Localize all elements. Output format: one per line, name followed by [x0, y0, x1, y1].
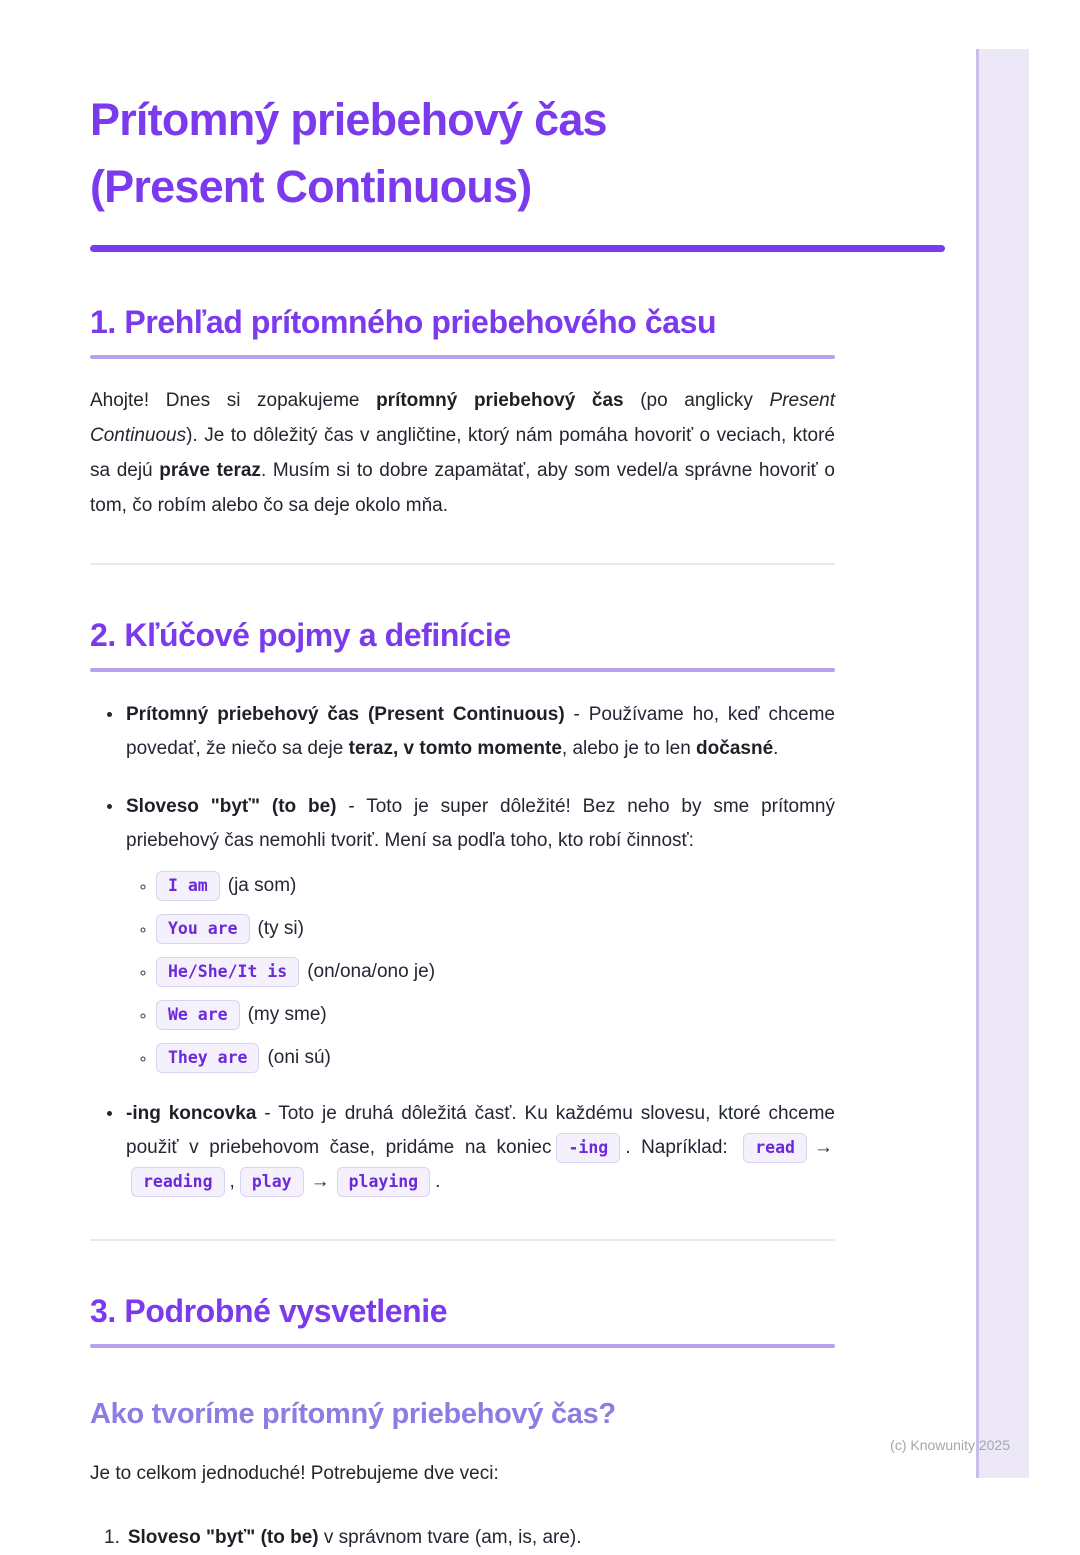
- bullet-present-continuous: • Prítomný priebehový čas (Present Continuous) - Používame ho, keď chceme povedať, že niečo sa deje teraz, v tomto momente, alebo je to len dočasné.: [124, 698, 835, 766]
- bullet-sloveso-byt: • Sloveso "byť" (to be) - Toto je super dôležité! Bez neho by sme prítomný priebehový čas nemohli tvoriť. Mení sa podľa toho, kto robí činnosť: ◦ I am (ja som) ◦ You are (ty si) ◦ He/She/It is (on/ona/ono je) ◦ We are (my sme) ◦ They are (oni sú): [124, 790, 835, 1073]
- page-title-line2: (Present Continuous): [90, 161, 532, 212]
- section-divider: [90, 563, 835, 565]
- list-item-he-she-it-is: [156, 957, 835, 987]
- code-badge-read: read: [743, 1133, 807, 1163]
- code-badge-you-are: You are: [156, 914, 250, 944]
- overview-paragraph: Ahojte! Dnes si zopakujeme prítomný priebehový čas (po anglicky Present Continuous). Je to dôležitý čas v angličtine, ktorý nám pomáha hovoriť o veciach, ktoré sa dejú práve teraz. Musím si to dobre zapamätať, aby som vedel/a správne hovoriť o tom, čo robím alebo čo sa deje okolo mňa.: [90, 390, 836, 516]
- document-content: [90, 86, 835, 1555]
- bullet-ing-suffix: • -ing koncovka - Toto je druhá dôležitá časť. Ku každému slovesu, ktoré chceme použiť v priebehovom čase, pridáme na koniec -ing . Napríklad: read →reading , play → playing .: [124, 1097, 835, 1199]
- overview-heading-rule: [90, 355, 835, 359]
- translation-label: (ja som): [227, 875, 297, 896]
- translation-label: (oni sú): [267, 1047, 331, 1068]
- section-divider: [90, 1239, 835, 1241]
- translation-label: (my sme): [247, 1004, 327, 1025]
- list-item-they-are: [156, 1043, 835, 1073]
- code-badge-ing: -ing: [556, 1133, 620, 1163]
- code-badge-we-are: We are: [156, 1000, 240, 1030]
- code-badge-play: play: [240, 1167, 304, 1197]
- explanation-heading-rule: [90, 1344, 835, 1348]
- list-item-you-are: [156, 914, 835, 944]
- page-right-accent-bar: [976, 49, 1029, 1478]
- code-badge-i-am: I am: [156, 871, 220, 901]
- code-badge-he-she-it-is: He/She/It is: [156, 957, 299, 987]
- page-title-line1: Prítomný priebehový čas: [90, 94, 607, 145]
- to-be-forms-list: [126, 871, 835, 1073]
- code-badge-they-are: They are: [156, 1043, 259, 1073]
- copyright-notice: (c) Knowunity 2025: [890, 1437, 1010, 1453]
- step-item-1: 1. Sloveso "byť" (to be) v správnom tvare (am, is, are).: [104, 1527, 582, 1548]
- explanation-intro: Je to celkom jednoduché! Potrebujeme dve veci:: [90, 1463, 499, 1484]
- page-title: [90, 86, 835, 220]
- section-overview: [90, 302, 835, 523]
- arrow-right-icon: →: [814, 1137, 833, 1158]
- how-to-form-subheading: Ako tvoríme prítomný priebehový čas?: [90, 1398, 616, 1430]
- key-terms-heading-rule: [90, 668, 835, 672]
- code-badge-reading: reading: [131, 1167, 225, 1197]
- step-number: 1.: [104, 1527, 120, 1548]
- arrow-right-icon: →: [310, 1171, 330, 1192]
- list-item-i-am: [156, 871, 835, 901]
- title-divider: [90, 245, 945, 252]
- section-explanation: [90, 1291, 835, 1555]
- list-item-we-are: [156, 1000, 835, 1030]
- translation-label: (on/ona/ono je): [307, 961, 436, 982]
- overview-heading: 1. Prehľad prítomného priebehového času: [90, 304, 717, 340]
- translation-label: (ty si): [257, 918, 304, 939]
- code-badge-playing: playing: [337, 1167, 431, 1197]
- key-terms-heading: 2. Kľúčové pojmy a definície: [90, 617, 511, 653]
- key-terms-list: [90, 698, 835, 1199]
- section-key-terms: [90, 615, 835, 1199]
- explanation-heading: 3. Podrobné vysvetlenie: [90, 1293, 448, 1329]
